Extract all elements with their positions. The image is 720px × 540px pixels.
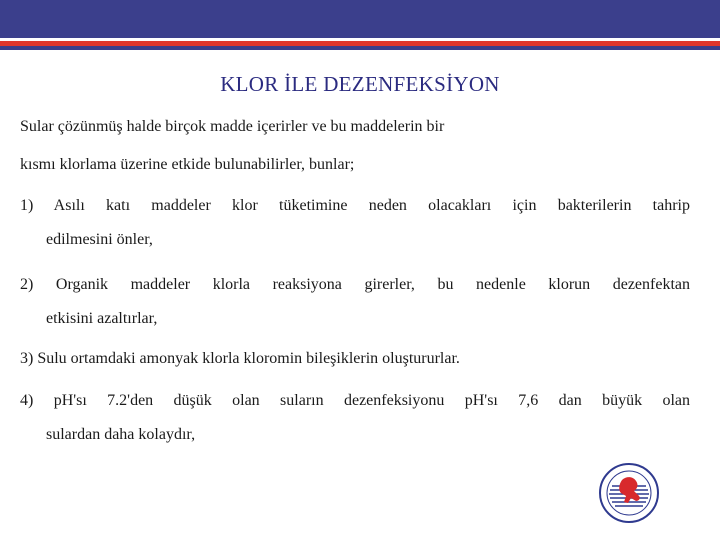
- list-item-line: 3) Sulu ortamdaki amonyak klorla kloromin bileşiklerin oluştururlar.: [20, 350, 460, 367]
- intro-line-1: Sular çözünmüş halde birçok madde içerirler ve bu maddelerin bir: [20, 118, 445, 135]
- list-item-line: 2) Organik maddeler klorla reaksiyona girerler, bu nedenle klorun dezenfektan: [20, 276, 690, 293]
- header-banner: [0, 0, 720, 38]
- list-item: [20, 197, 690, 249]
- list-item: [20, 392, 690, 444]
- university-seal-icon: [598, 462, 660, 524]
- list-item: [20, 350, 690, 368]
- list-item: [20, 276, 690, 328]
- slide-title: KLOR İLE DEZENFEKSİYON: [220, 72, 500, 96]
- header-stripe-blue: [0, 46, 720, 50]
- list-item-continuation: sulardan daha kolaydır,: [46, 426, 196, 443]
- list-item-continuation: edilmesini önler,: [46, 231, 153, 248]
- list-item-line: 4) pH'sı 7.2'den düşük olan suların dezenfeksiyonu pH'sı 7,6 dan büyük olan: [20, 392, 690, 409]
- list-item-line: 1) Asılı katı maddeler klor tüketimine neden olacakları için bakterilerin tahrip: [20, 197, 690, 214]
- intro-line-2: kısmı klorlama üzerine etkide bulunabilirler, bunlar;: [20, 156, 355, 173]
- list-item-continuation: etkisini azaltırlar,: [46, 310, 158, 327]
